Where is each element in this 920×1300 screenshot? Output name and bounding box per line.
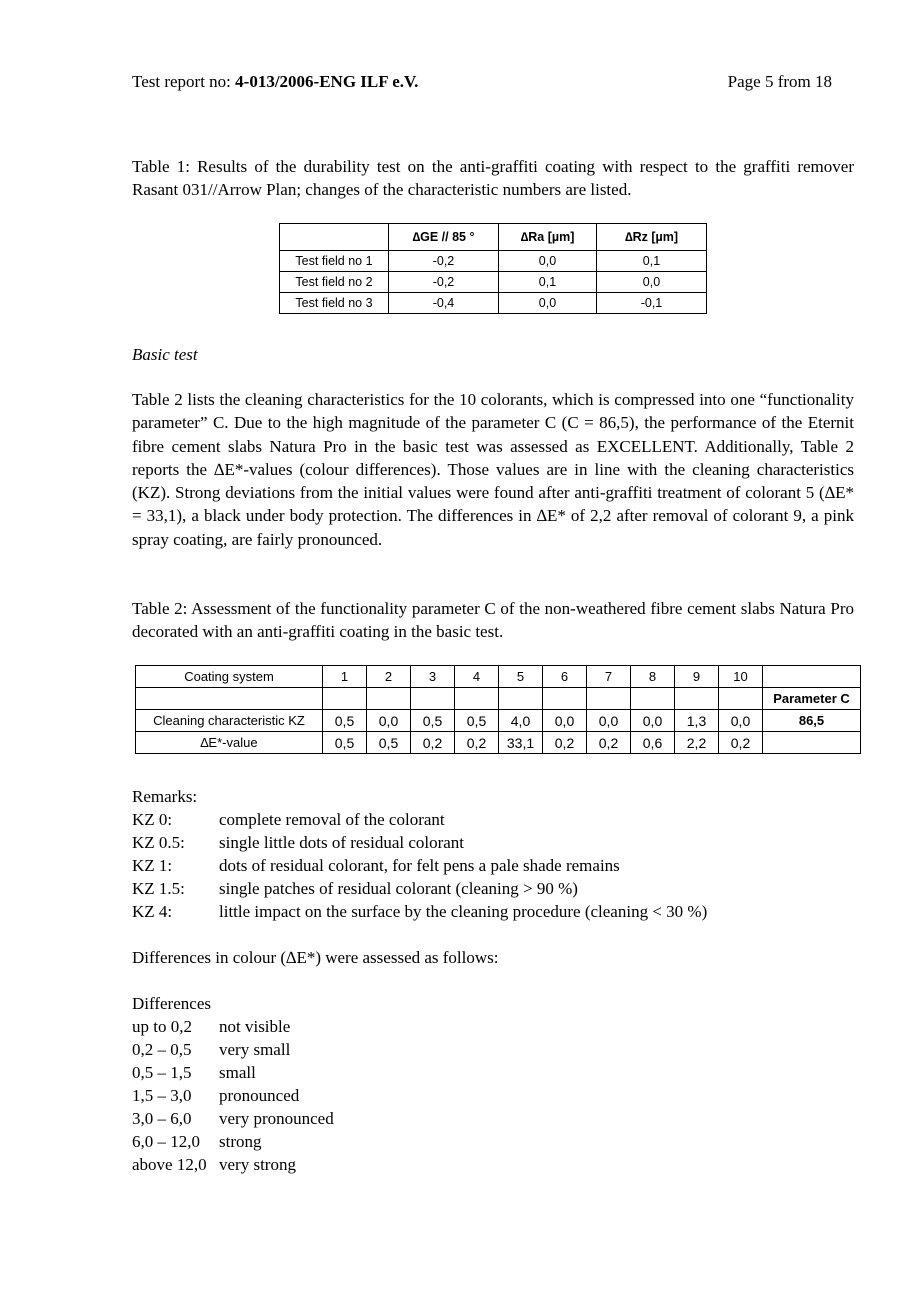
coating-number: 7 — [587, 666, 631, 688]
empty-cell — [411, 688, 455, 710]
delta-e-value: 33,1 — [499, 732, 543, 754]
table1-cell: -0,1 — [597, 293, 707, 314]
difference-text: very pronounced — [219, 1109, 334, 1128]
table1-row — [280, 293, 707, 314]
empty-cell — [763, 732, 861, 754]
kz-value: 0,5 — [411, 710, 455, 732]
coating-number: 8 — [631, 666, 675, 688]
table1-cell: Test field no 2 — [280, 272, 389, 293]
difference-text: pronounced — [219, 1086, 300, 1105]
table1-cell: Test field no 3 — [280, 293, 389, 314]
table1-row — [280, 272, 707, 293]
delta-e-value: 0,2 — [411, 732, 455, 754]
report-prefix: Test report no: — [132, 72, 236, 91]
kz-value: 1,3 — [675, 710, 719, 732]
parameter-c-value: 86,5 — [763, 710, 861, 732]
differences-title: Differences — [132, 994, 211, 1013]
remark-key: KZ 0: — [132, 810, 173, 829]
delta-e-value: 0,2 — [543, 732, 587, 754]
table1-header-cell: ∆Ra [µm] — [499, 224, 597, 251]
kz-value: 0,0 — [367, 710, 411, 732]
table1-cell: 0,0 — [597, 272, 707, 293]
table1-cell: -0,4 — [389, 293, 499, 314]
coating-number: 1 — [323, 666, 367, 688]
page-header — [132, 72, 832, 94]
difference-text: small — [219, 1063, 256, 1082]
table1-row — [280, 251, 707, 272]
empty-cell — [499, 688, 543, 710]
table1-cell: 0,1 — [597, 251, 707, 272]
delta-e-value: 2,2 — [675, 732, 719, 754]
kz-value: 0,0 — [543, 710, 587, 732]
difference-range: 6,0 – 12,0 — [132, 1132, 200, 1151]
remark-text: little impact on the surface by the cleaning procedure (cleaning < 30 %) — [219, 902, 708, 921]
empty-cell — [763, 666, 861, 688]
table1-header-cell: ∆GE // 85 ° — [389, 224, 499, 251]
delta-e-value: 0,6 — [631, 732, 675, 754]
remark-text: dots of residual colorant, for felt pens a pale shade remains — [219, 856, 620, 875]
difference-text: very small — [219, 1040, 291, 1059]
empty-cell — [543, 688, 587, 710]
page-number: Page 5 from 18 — [727, 72, 832, 91]
difference-range: above 12,0 — [132, 1155, 207, 1174]
coating-system-label: Coating system — [136, 666, 323, 688]
delta-e-value: 0,2 — [455, 732, 499, 754]
difference-range: up to 0,2 — [132, 1017, 192, 1036]
colour-differences-intro: Differences in colour (∆E*) were assessed as follows: — [132, 948, 499, 967]
difference-range: 3,0 – 6,0 — [132, 1109, 192, 1128]
table1-header-row — [280, 224, 707, 251]
empty-cell — [675, 688, 719, 710]
basic-test-paragraph: Table 2 lists the cleaning characteristics for the 10 colorants, which is compressed into one “functionality parameter” C. Due to the high magnitude of the parameter C (C = 86,5), the performance of the Eternit fibre cement slabs Natura Pro in the basic test was assessed as EXCELLENT. Additionally, Table 2 reports the ∆E*-values (colour differences). Those values are in line with the cleaning characteristics (KZ). Strong deviations from the initial values were found after anti-graffiti treatment of colorant 5 (∆E* = 33,1), a black under body protection. The differences in ∆E* of 2,2 after removal of colorant 9, a pink spray coating, are fairly pronounced. — [132, 390, 854, 549]
difference-range: 1,5 – 3,0 — [132, 1086, 192, 1105]
table2 — [135, 665, 861, 754]
delta-e-value: 0,2 — [587, 732, 631, 754]
report-number: 4-013/2006-ENG ILF e.V. — [235, 72, 419, 91]
kz-value: 4,0 — [499, 710, 543, 732]
kz-value: 0,5 — [455, 710, 499, 732]
table1-cell: -0,2 — [389, 272, 499, 293]
table2-blank-row — [136, 688, 861, 710]
table2-coating-row — [136, 666, 861, 688]
kz-label: Cleaning characteristic KZ — [136, 710, 323, 732]
kz-value: 0,5 — [323, 710, 367, 732]
empty-cell — [631, 688, 675, 710]
remark-key: KZ 4: — [132, 902, 173, 921]
empty-cell — [587, 688, 631, 710]
remark-key: KZ 1: — [132, 856, 173, 875]
delta-e-value: 0,5 — [323, 732, 367, 754]
empty-cell — [136, 688, 323, 710]
empty-cell — [323, 688, 367, 710]
table2-delta-e-row — [136, 732, 861, 754]
delta-e-label: ∆E*-value — [136, 732, 323, 754]
table1 — [279, 223, 707, 314]
difference-text: strong — [219, 1132, 262, 1151]
difference-range: 0,5 – 1,5 — [132, 1063, 192, 1082]
coating-number: 5 — [499, 666, 543, 688]
empty-cell — [367, 688, 411, 710]
remark-text: single patches of residual colorant (cleaning > 90 %) — [219, 879, 578, 898]
table1-caption: Table 1: Results of the durability test on the anti-graffiti coating with respect to the graffiti remover Rasant 031//Arrow Plan; changes of the characteristic numbers are listed. — [132, 157, 854, 200]
remark-key: KZ 0.5: — [132, 833, 185, 852]
basic-test-heading: Basic test — [132, 345, 198, 364]
table1-cell: 0,0 — [499, 251, 597, 272]
delta-e-value: 0,2 — [719, 732, 763, 754]
remarks-title: Remarks: — [132, 787, 198, 806]
remark-key: KZ 1.5: — [132, 879, 185, 898]
coating-number: 3 — [411, 666, 455, 688]
difference-text: very strong — [219, 1155, 296, 1174]
parameter-c-label: Parameter C — [763, 688, 861, 710]
remark-text: complete removal of the colorant — [219, 810, 445, 829]
table1-header-cell — [280, 224, 389, 251]
empty-cell — [719, 688, 763, 710]
empty-cell — [455, 688, 499, 710]
coating-number: 10 — [719, 666, 763, 688]
coating-number: 2 — [367, 666, 411, 688]
report-number-line — [132, 72, 418, 92]
kz-value: 0,0 — [587, 710, 631, 732]
table1-cell: 0,1 — [499, 272, 597, 293]
difference-text: not visible — [219, 1017, 291, 1036]
table2-kz-row — [136, 710, 861, 732]
difference-range: 0,2 – 0,5 — [132, 1040, 192, 1059]
coating-number: 4 — [455, 666, 499, 688]
kz-value: 0,0 — [719, 710, 763, 732]
coating-number: 6 — [543, 666, 587, 688]
table1-header-cell: ∆Rz [µm] — [597, 224, 707, 251]
table1-cell: -0,2 — [389, 251, 499, 272]
coating-number: 9 — [675, 666, 719, 688]
delta-e-value: 0,5 — [367, 732, 411, 754]
table1-cell: 0,0 — [499, 293, 597, 314]
kz-value: 0,0 — [631, 710, 675, 732]
table1-cell: Test field no 1 — [280, 251, 389, 272]
remark-text: single little dots of residual colorant — [219, 833, 465, 852]
table2-caption: Table 2: Assessment of the functionality parameter C of the non-weathered fibre cement slabs Natura Pro decorated with an anti-graffiti coating in the basic test. — [132, 599, 854, 642]
